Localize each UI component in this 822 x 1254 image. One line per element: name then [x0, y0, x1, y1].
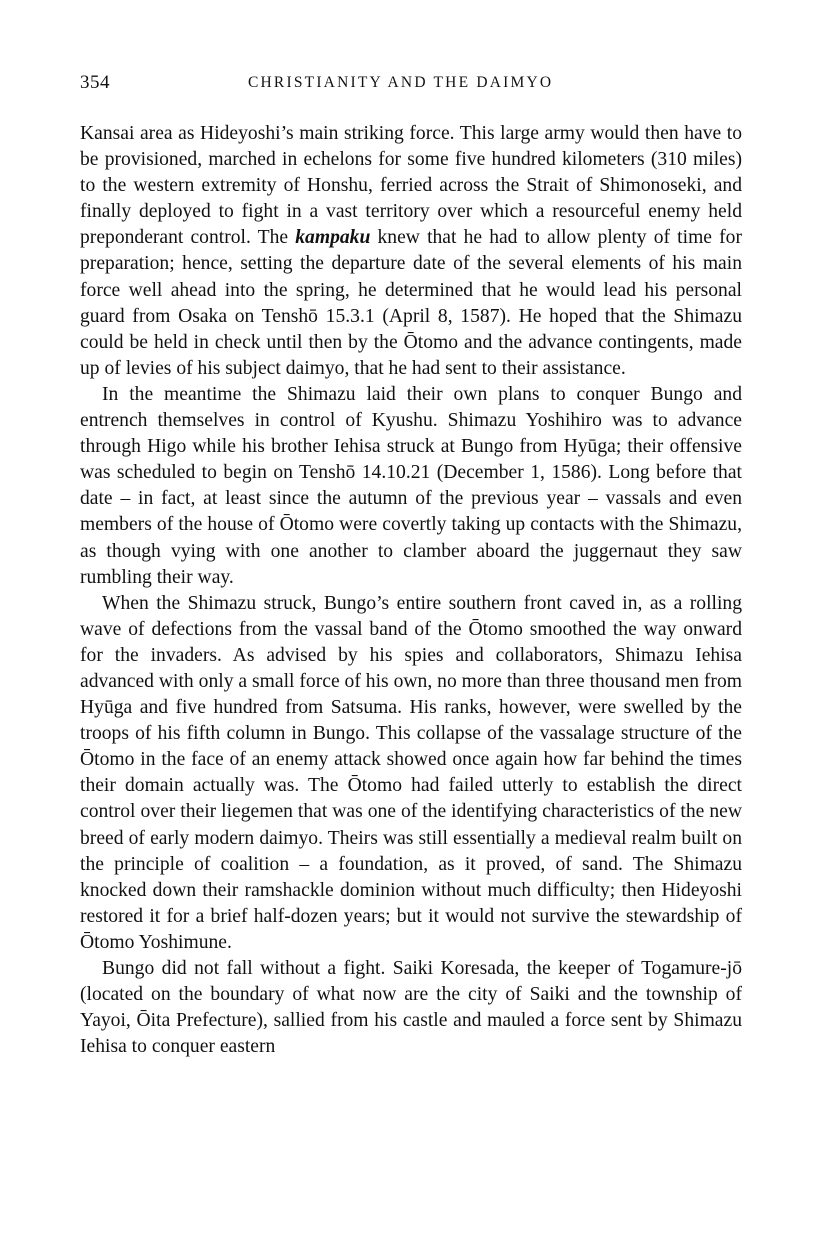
body-text	[80, 121, 742, 1060]
term-kampaku: kampaku	[295, 227, 371, 249]
paragraph-2: In the meantime the Shimazu laid their own plans to conquer Bungo and entrench themselves in control of Kyushu. Shimazu Yoshihiro was to advance through Higo while his brother Iehisa struck at Bungo from Hyūga; their offensive was scheduled to begin on Tenshō 14.10.21 (December 1, 1586). Long before that date – in fact, at least since the autumn of the previous year – vassals and even members of the house of Ōtomo were covertly taking up contacts with the Shimazu, as though vying with one another to clamber aboard the juggernaut they saw rumbling their way.	[80, 383, 742, 588]
paragraph-1	[80, 121, 742, 382]
running-title: CHRISTIANITY AND THE DAIMYO	[248, 74, 554, 91]
paragraph-3: When the Shimazu struck, Bungo’s entire southern front caved in, as a rolling wave of defections from the vassal band of the Ōtomo smoothed the way onward for the invaders. As advised by his spies and collaborators, Shimazu Iehisa advanced with only a small force of his own, no more than three thousand men from Hyūga and five hundred from Satsuma. His ranks, however, were swelled by the troops of his fifth column in Bungo. This collapse of the vassalage structure of the Ōtomo in the face of an enemy attack showed once again how far behind the times their domain actually was. The Ōtomo had failed utterly to establish the direct control over their liegemen that was one of the identifying characteristics of the new breed of early modern daimyo. Theirs was still essentially a medieval realm built on the principle of coalition – a foundation, as it proved, of sand. The Shimazu knocked down their ramshackle dominion without much difficulty; then Hideyoshi restored it for a brief half-dozen years; but it would not survive the stewardship of Ōtomo Yoshimune.	[80, 592, 742, 953]
page-header	[80, 72, 742, 102]
paragraph-1-text-before: Kansai area as Hideyoshi’s main striking force. This large army would then have to be provisioned, marched in echelons for some five hundred kilometers (310 miles) to the western extremity of Honshu, ferried across the Strait of Shimonoseki, and finally deployed to fight in a vast territory over which a resourceful enemy held preponderant control. The	[80, 123, 742, 249]
paragraph-1-text-after: knew that he had to allow plenty of time for preparation; hence, setting the departure date of the several elements of his main force well ahead into the spring, he determined that he would lead his personal guard from Osaka on Tenshō 15.3.1 (April 8, 1587). He hoped that the Shimazu could be held in check until then by the Ōtomo and the advance contingents, made up of levies of his subject daimyo, that he had sent to their assistance.	[80, 227, 742, 379]
paragraph-4: Bungo did not fall without a fight. Saiki Koresada, the keeper of Togamure-jō (located on the boundary of what now are the city of Saiki and the township of Yayoi, Ōita Prefecture), sallied from his castle and mauled a force sent by Shimazu Iehisa to conquer eastern	[80, 958, 742, 1058]
page-number: 354	[80, 72, 110, 93]
